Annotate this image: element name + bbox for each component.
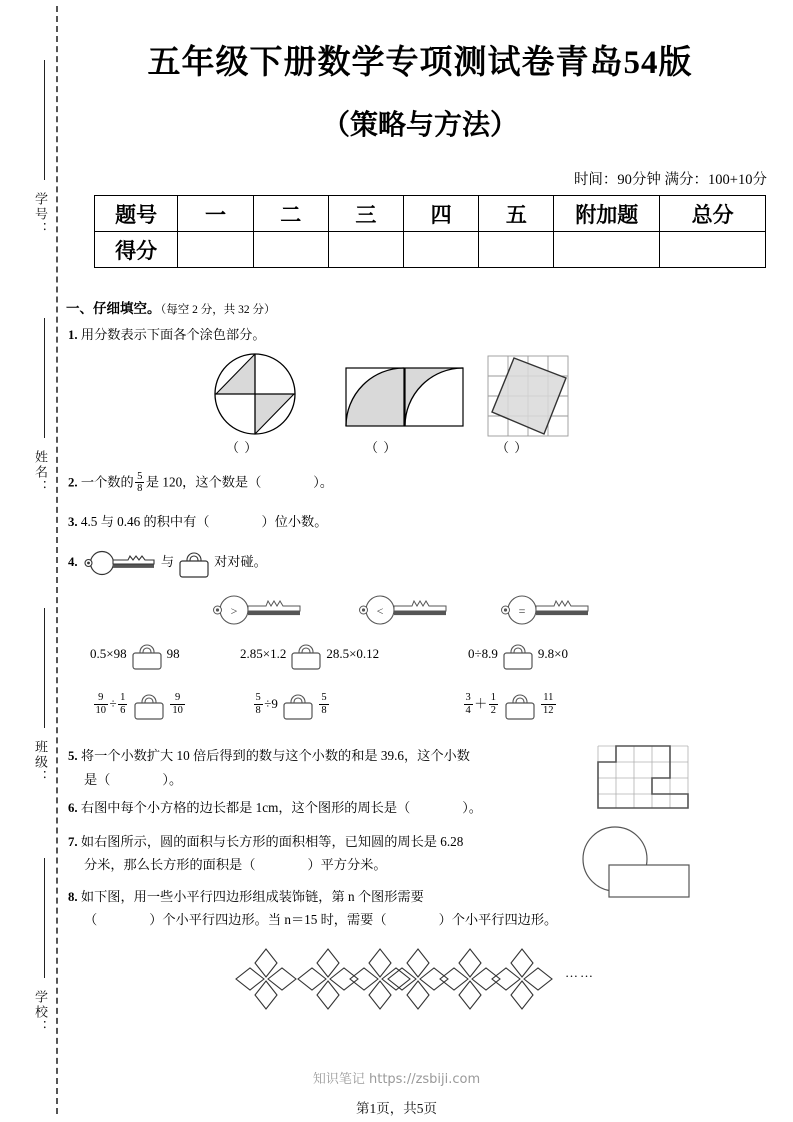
score-table (94, 195, 766, 268)
compare-2-left: 2.85×1.2 (240, 645, 287, 661)
score-cell-3[interactable] (328, 232, 403, 268)
table-row-scores (95, 232, 766, 268)
margin-label-student-id: 学号： (33, 192, 48, 237)
fraction-compare-row-2 (252, 690, 330, 720)
question-8-ellipsis: …… (565, 965, 595, 980)
frac-2a: $\frac{5}{8}$ (255, 692, 261, 716)
score-table-header-1: 一 (178, 196, 253, 232)
frac-3a: $\frac{3}{4}$ (465, 692, 471, 716)
score-table-header-2: 二 (253, 196, 328, 232)
question-2-number: 2. (68, 475, 78, 490)
question-5-line1: 将一个小数扩大 10 倍后得到的数与这个小数的和是 39.6，这个小数 (80, 748, 470, 763)
question-5-number: 5. (68, 749, 78, 763)
key-icon-equal (500, 594, 592, 626)
fraction-compare-row-3 (462, 690, 557, 720)
page-title: 五年级下册数学专项测试卷青岛54版 (147, 45, 693, 81)
question-6-text-a: 右图中每个小方格的边长都是 1cm，这个图形的周长是（ (80, 800, 411, 815)
key-icon-less (358, 594, 450, 626)
score-cell-1[interactable] (178, 232, 253, 268)
margin-rule-1 (44, 60, 45, 180)
frac-1a: $\frac{9}{10}$ (95, 692, 106, 716)
question-7-line2 (84, 855, 387, 874)
margin-rule-3 (44, 608, 45, 728)
compare-row-3 (468, 640, 568, 670)
question-1-answer-1[interactable]: （ ） (226, 440, 259, 455)
key-symbol-less: < (376, 604, 384, 618)
score-table-header-4: 四 (404, 196, 479, 232)
score-table-row-label: 得分 (95, 232, 178, 268)
question-1-number: 1. (68, 328, 78, 342)
key-icon (84, 550, 158, 576)
question-6-number: 6. (68, 801, 78, 815)
score-cell-6[interactable] (554, 232, 660, 268)
score-table-header-0: 题号 (95, 196, 178, 232)
compare-3-left: 0÷8.9 (468, 645, 498, 661)
staircase-grid-figure (596, 744, 690, 810)
parallelogram-chain-figure (232, 948, 562, 1010)
question-5 (68, 746, 470, 766)
score-cell-4[interactable] (404, 232, 479, 268)
question-2-fraction (135, 471, 144, 494)
margin-label-class: 班级： (33, 740, 48, 785)
question-6-text-b: ）。 (462, 800, 482, 815)
question-8-line2-c: ）个小平行四边形。 (438, 912, 558, 927)
question-2-prefix: 一个数的 (80, 474, 134, 490)
question-2-mid: 是 120，这个数是（ (145, 474, 262, 490)
question-8-line1: 如下图，用一些小平行四边形组成装饰链，第 n 个图形需要 (80, 889, 424, 904)
score-cell-7[interactable] (660, 232, 766, 268)
table-row-headers (95, 196, 766, 232)
shaded-circle-figure (205, 348, 305, 440)
lock-icon[interactable] (289, 640, 323, 670)
question-3-text-a: 4.5 与 0.46 的积中有（ (80, 514, 210, 529)
question-5-line2-a: 是（ (84, 772, 111, 787)
question-3-number: 3. (68, 515, 78, 529)
compare-2-right: 28.5×0.12 (326, 645, 380, 661)
lock-icon[interactable] (281, 690, 315, 720)
margin-rule-2 (44, 318, 45, 438)
exam-meta-info: 时间：90分钟 满分：100+10分 (573, 172, 767, 188)
section-heading-text: 一、仔细填空。 (66, 301, 161, 316)
lock-icon (177, 548, 211, 578)
score-table-header-3: 三 (328, 196, 403, 232)
circle-and-rectangle-figure (580, 823, 704, 905)
question-8-line2-a: （ (84, 912, 98, 927)
section-heading-1 (66, 297, 276, 317)
lock-icon[interactable] (501, 640, 535, 670)
score-cell-2[interactable] (253, 232, 328, 268)
question-3 (68, 512, 327, 532)
fraction-compare-row-1 (92, 690, 186, 720)
question-4-mid: 与 (160, 554, 175, 570)
frac-op-2: ÷ (264, 695, 272, 711)
question-4-suffix: 对对碰。 (214, 554, 267, 570)
question-7-line2-a: 分米，那么长方形的面积是（ (84, 857, 256, 872)
compare-1-right: 98 (166, 645, 180, 661)
score-table-header-7: 总分 (660, 196, 766, 232)
question-3-text-b: ）位小数。 (261, 514, 328, 529)
frac-op-3: ＋ (474, 695, 488, 711)
question-5-line2-b: ）。 (162, 772, 183, 787)
tilted-square-on-grid-figure (484, 352, 576, 440)
footer-page-number: 第1页，共5页 (356, 1101, 437, 1116)
lock-icon[interactable] (132, 690, 166, 720)
section-heading-note: （每空 2 分，共 32 分） (160, 304, 276, 316)
question-6 (68, 798, 482, 818)
frac-1b: $\frac{1}{6}$ (120, 692, 126, 716)
question-7-number: 7. (68, 835, 78, 849)
shaded-arc-squares-figure (344, 366, 464, 428)
question-7-line1: 如右图所示，圆的面积与长方形的面积相等，已知圆的周长是 6.28 (80, 834, 464, 849)
question-8-line2 (84, 910, 557, 929)
question-1-answer-2[interactable]: （ ） (365, 440, 398, 455)
fraction-denominator: 8 (137, 483, 143, 495)
lock-icon[interactable] (503, 690, 537, 720)
frac-1r: $\frac{9}{10}$ (172, 692, 183, 716)
compare-3-right: 9.8×0 (537, 645, 568, 661)
frac-3b: $\frac{1}{2}$ (490, 692, 497, 716)
margin-rule-4 (44, 858, 45, 978)
frac-2r: $\frac{5}{8}$ (321, 692, 327, 716)
margin-label-name: 姓名： (33, 450, 48, 495)
score-table-header-6: 附加题 (554, 196, 660, 232)
footer-watermark: 知识笔记 https://zsbiji.com (312, 1072, 481, 1087)
compare-row-2 (240, 640, 379, 670)
key-icon-greater (212, 594, 304, 626)
question-4 (68, 548, 267, 578)
score-table-header-5: 五 (479, 196, 554, 232)
compare-row-1 (90, 640, 180, 670)
question-8 (68, 887, 424, 907)
question-5-line2 (84, 770, 182, 789)
question-4-number: 4. (68, 555, 78, 570)
question-1 (68, 325, 266, 345)
question-7 (68, 832, 463, 852)
page-subtitle: （策略与方法） (321, 110, 518, 141)
question-1-text: 用分数表示下面各个涂色部分。 (80, 327, 266, 342)
frac-3r: $\frac{11}{12}$ (543, 692, 554, 716)
question-1-answer-3[interactable]: （ ） (496, 440, 529, 455)
question-8-line2-b: ）个小平行四边形。当 n＝15 时，需要（ (149, 912, 387, 927)
key-symbol-equal: = (518, 604, 526, 618)
question-2-suffix: ）。 (313, 474, 334, 490)
margin-label-school: 学校： (33, 990, 48, 1035)
lock-icon[interactable] (130, 640, 164, 670)
question-8-number: 8. (68, 890, 78, 904)
compare-1-left: 0.5×98 (90, 645, 127, 661)
key-symbol-greater: > (230, 604, 238, 618)
frac-2b: 9 (271, 695, 278, 711)
question-7-line2-b: ）平方分米。 (307, 857, 387, 872)
fraction-numerator: 5 (137, 471, 143, 482)
question-2 (68, 472, 333, 495)
score-cell-5[interactable] (479, 232, 554, 268)
margin-dashed-line (56, 6, 58, 1114)
frac-op-1: ÷ (109, 695, 117, 711)
